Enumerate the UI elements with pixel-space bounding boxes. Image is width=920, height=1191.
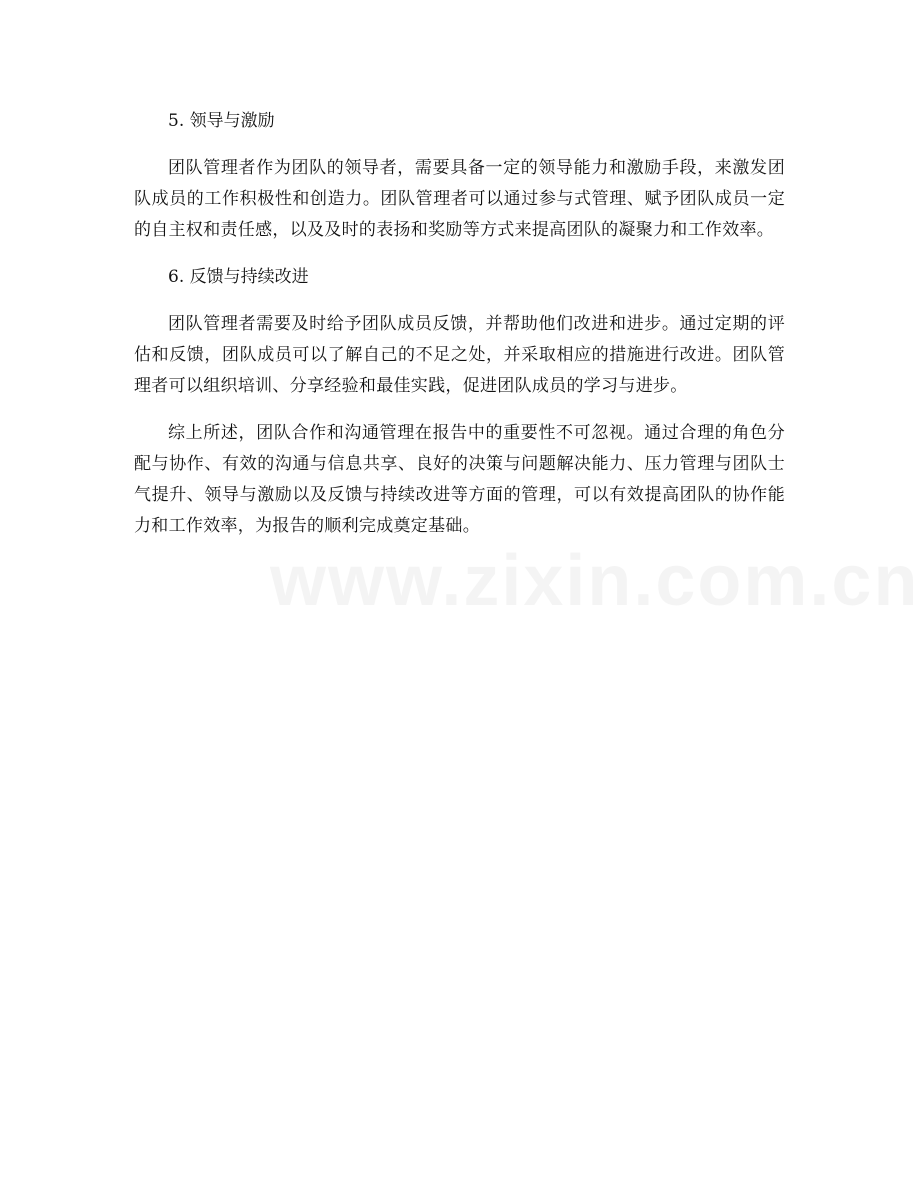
conclusion-paragraph: 综上所述，团队合作和沟通管理在报告中的重要性不可忽视。通过合理的角色分配与协作、有效的沟通与信息共享、良好的决策与问题解决能力、压力管理与团队士气提升、领导与激励以及反馈与持续改进等方面的管理，可以有效提高团队的协作能力和工作效率，为报告的顺利完成奠定基础。 xyxy=(134,423,785,536)
section-paragraph-feedback: 团队管理者需要及时给予团队成员反馈，并帮助他们改进和进步。通过定期的评估和反馈，团队成员可以了解自己的不足之处，并采取相应的措施进行改进。团队管理者可以组织培训、分享经验和最佳实践，促进团队成员的学习与进步。 xyxy=(134,314,785,396)
section-paragraph-leadership: 团队管理者作为团队的领导者，需要具备一定的领导能力和激励手段，来激发团队成员的工作积极性和创造力。团队管理者可以通过参与式管理、赋予团队成员一定的自主权和责任感，以及及时的表扬和奖励等方式来提高团队的凝聚力和工作效率。 xyxy=(134,158,785,240)
section-heading-leadership: 5. 领导与激励 xyxy=(168,111,275,131)
section-heading-feedback: 6. 反馈与持续改进 xyxy=(168,267,309,287)
document-body xyxy=(134,106,785,558)
